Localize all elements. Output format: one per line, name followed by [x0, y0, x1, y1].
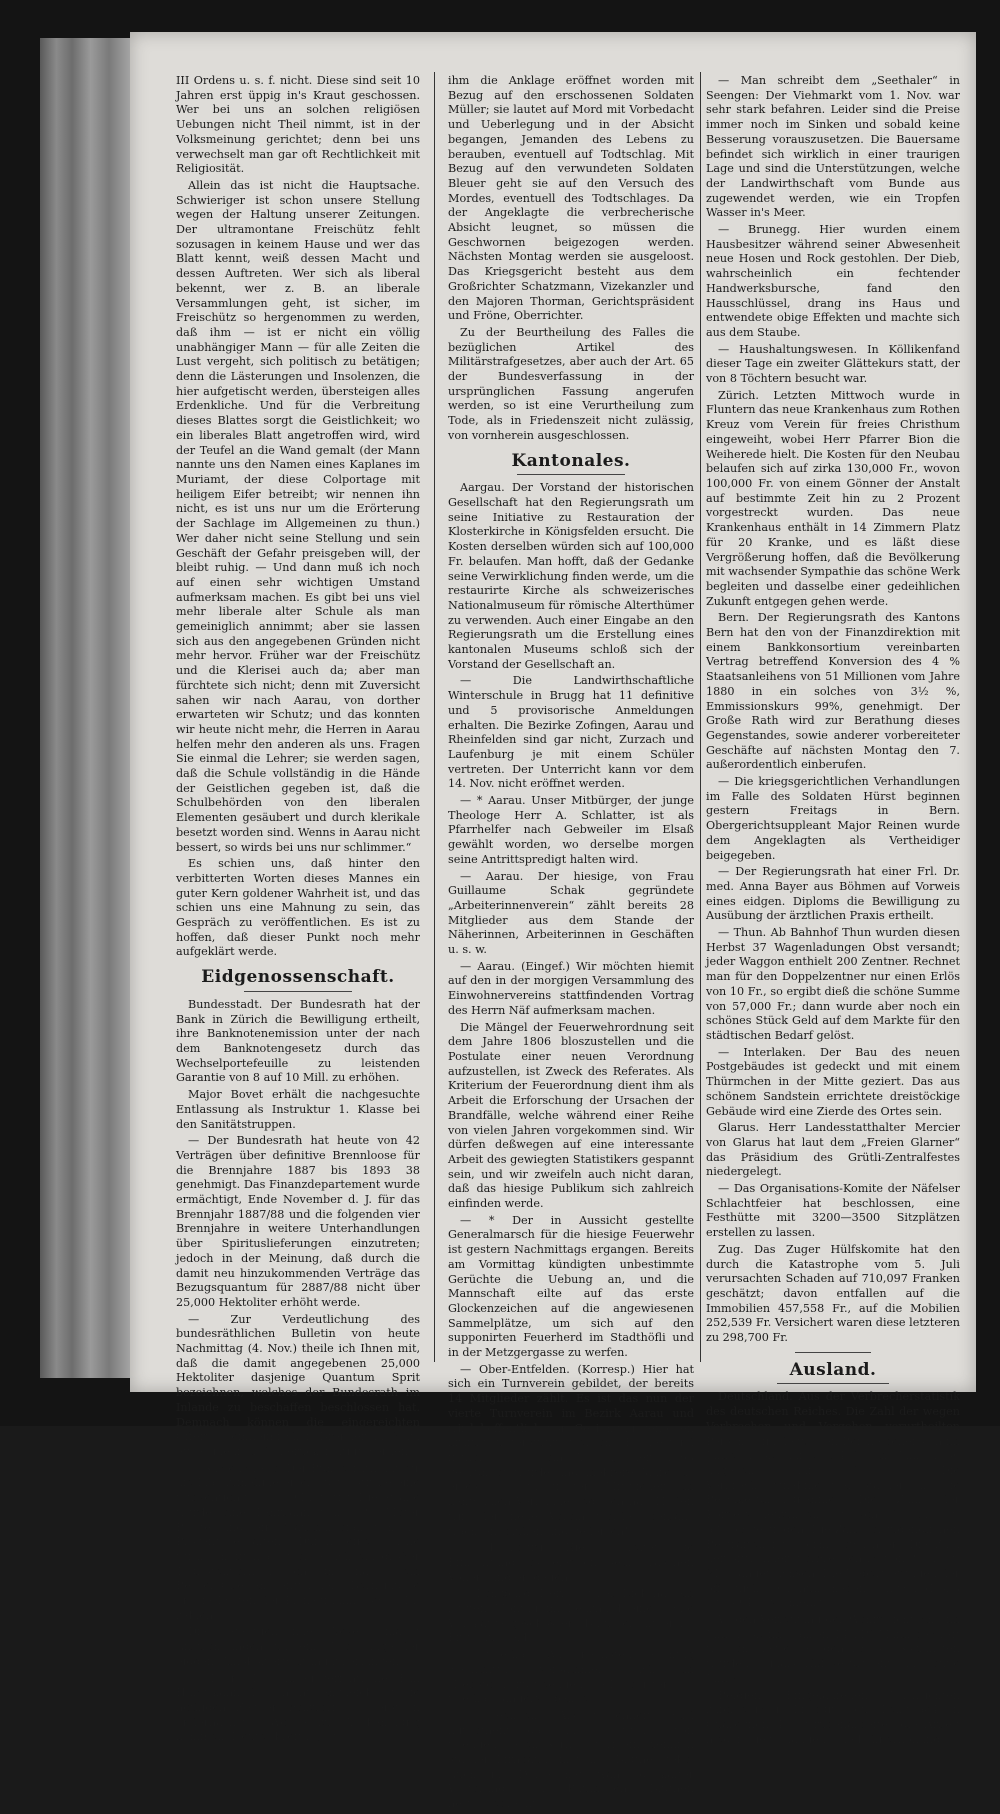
paragraph: Aargau. Der Vorstand der historischen Gesellschaft hat den Regierungsrath um seine Initiative zu Restauration der Klosterkirche in Königsfelden ersucht. Die Kosten derselben würden sich auf 100,000 Fr. belaufen. Man hofft, daß der Gedanke seine Verwirklichung finden werde, um die restaurirte Kirche als schweizerisches Nationalmuseum für römische Alterthümer zu verwenden. Auch einer Eingabe an den Regierungsrath um die Erstellung eines kantonalen Museums schloß sich der Vorstand der Gesellschaft an. — [448, 481, 694, 671]
paragraph: — Das Organisations-Komite der Näfelser Schlachtfeier hat beschlossen, eine Festhütte mit 3200—3500 Sitzplätzen erstellen zu lassen. — [706, 1182, 960, 1240]
section-heading-ausland: Ausland. — [789, 1359, 877, 1380]
paragraph: Belgien. Eingelaufenen Nachrichten zufolge ist in Probuits sous Lenu 584, in Quaregnon 470 Grubenarbeiter die Arbeit nieder; sie verlangen eine Lohnerhöhung. — [706, 1688, 960, 1746]
paragraph: Deutschland. Aus der Verbrecherstatistik des deutschen Reiches. Die Zahl der wegen Verbrechen und Vergehen verurtheilten Personen im deutschen Reiche belief sich im Jahre 1882 auf 329,468, im Jahr 1886 dagegen auf 353,000. Die Verbrecherzunahme war stärker, als die Bevölkerungszunahme. Die Zahl der Körperverletzungen ist von 38,291 auf 53,759 gestiegen. Die Zahl der jugendlichen Bestraften ist enorm gewachsen. Die Zahl der Sittlichkeitsverbrechen ist von 2851 auf 3187 angewachsen. Die Uebertretungen der öffentlichen Ordnung haben sich von 51,623 auf 60,458 vermehrt. — [706, 1390, 960, 1610]
paragraph: — Der Bundesrath hat heute von 42 Verträgen über definitive Brennloose für die Brennjahre 1887 bis 1893 38 genehmigt. Das Finanzdepartement wurde ermächtigt, Ende November d. J. für das Brennjahr 1887/88 und die folgenden vier Brennjahre in weitere Unterhandlungen über Spirituslieferungen einzutreten; jedoch in der Meinung, daß durch die damit neu hinzukommenden Verträge das Bezugsquantum für 2887/88 nicht über 25,000 Hektoliter erhöht werde. — [176, 1134, 420, 1309]
paragraph: — Interlaken. Der Bau des neuen Postgebäudes ist gedeckt und mit einem Thürmchen in der Mitte geziert. Das aus schönem Sandstein errichtete dreistöckige Gebäude wird eine Zierde des Ortes sein. — [706, 1045, 960, 1118]
paragraph: Zug. Das Zuger Hülfskomite hat den durch die Katastrophe vom 5. Juli verursachten Schaden auf 710,097 Franken geschätzt; davon entfallen auf die Immobilien 457,558 Fr., auf die Mobilien 252,539 Fr. Versichert waren diese letzteren zu 298,700 Fr. — [706, 1242, 960, 1345]
paragraph: — Brunegg. Hier wurden einem Hausbesitzer während seiner Abwesenheit neue Hosen und Rock gestohlen. Der Dieb, wahrscheinlich ein fechtender Handwerksbursche, fand den Hausschlüssel, drang ins Haus und entwendete obige Effekten und machte sich aus dem Staube. — [706, 223, 960, 339]
separator-rule — [795, 1352, 871, 1353]
paragraph: — Thun. Ab Bahnhof Thun wurden diesen Herbst 37 Wagenladungen Obst versandt; jeder Waggon enthielt 200 Zentner. Rechnet man für den Doppelzentner nur einen Erlös von 10 Fr., so ergibt dieß die schöne Summe von 57,000 Fr.; dann wurde aber noch ein schönes Stück Geld auf dem Markte für den städtischen Bedarf gelöst. — [706, 926, 960, 1042]
column-1 — [176, 74, 420, 1747]
column-rule — [700, 72, 701, 1362]
paragraph: — Haushaltungswesen. In Köllikenfand dieser Tage ein zweiter Glättekurs statt, der von 8 Töchtern besucht war. — [706, 342, 960, 386]
paragraph: — Bern. Der kriegsgerichtliche Fall Hürst kann, da es nicht ganz leicht ist, die nöthigen Zeugen beizubringen, erst in andernächster Woche zur Verhandlung kommen. Heute (Freitag) ist — [176, 1671, 420, 1744]
paragraph: Die Mängel der Feuerwehrordnung seit dem Jahre 1806 bloszustellen und die Postulate einer neuen Verordnung aufzustellen, ist Zweck des Referates. Als Kriterium der Feuerordnung dient ihm als Arbeit die Erforschung der Ursachen der Brandfälle, welche während einer Reihe von vielen Jahren vorgekommen sind. Wir dürfen deßwegen auf eine interessante Arbeit des gewiegten Statistikers gespannt sein, und wir zweifeln auch nicht daran, daß das hiesige Publikum sich zahlreich einfinden werde. — [448, 1020, 694, 1211]
paragraph: — Lenzburg. Herr Gottlieb Eich hat am letzten Montag im Lenzhard eine große Wildkatze geschossen. Dafür erhält er 20 Fr. Schußgeld. — [448, 1587, 694, 1645]
paragraph: Bern. Der Regierungsrath des Kantons Bern hat den von der Finanzdirektion mit einem Bankkonsortium vereinbarten Vertrag betreffend Konversion des 4 % Staatsanleihens von 51 Millionen vom Jahre 1880 in ein solches von 3½ %, Emmissionskurs 99%, genehmigt. Der Große Rath wird zur Berathung dieses Gegenstandes, sowie anderer vorbereiteter Geschäfte auf nächsten Montag den 7. außerordentlich einberufen. — [706, 611, 960, 772]
paragraph: — Der Regierungsrath hat einer Frl. Dr. med. Anna Bayer aus Böhmen auf Vorweis eines eidgen. Diploms die Bewilligung zu Ausübung der ärztlichen Praxis ertheilt. — [706, 865, 960, 923]
paragraph: — Man schreibt dem „Seethaler“ in Seengen: Der Viehmarkt vom 1. Nov. war sehr stark befahren. Leider sind die Preise immer noch im Sinken und sobald keine Besserung vorauszusetzen. Die Bauersame befindet sich wirklich in einer traurigen Lage und sind die Unterstützungen, welche der Landwirthschaft vom Bunde aus zugewendet werden, wie ein Tropfen Wasser in's Meer. — [706, 74, 960, 220]
paragraph: — Aarau. Der hiesige, von Frau Guillaume Schak gegründete „Arbeiterinnenverein“ zählt bereits 28 Mitglieder aus dem Stande der Näherinnen, Arbeiterinnen in Geschäften u. s. w. — [448, 869, 694, 957]
column-3 — [706, 74, 960, 1749]
paragraph: — Aarau. (Eingef.) Wir möchten hiemit auf den in der morgigen Versammlung des Einwohnervereins stattfindenden Vortrag des Herrn Näf aufmerksam machen. — [448, 959, 694, 1017]
heading-underline — [244, 991, 351, 992]
paragraph: — Zur Verdeutlichung des bundesräthlichen Bulletin von heute Nachmittag (4. Nov.) theile ich Ihnen mit, daß die damit angegebenen 25,000 Hektoliter dasjenige Quantum Sprit bezeichnen, welches der Bundesrath im Inlande zu beschaffen beschlossen hat. Demnach können die eingereichten Offerten einheimischer Brenner bloß zu etwas mehr als ¾ berücksichtigt werden. — [176, 1312, 420, 1458]
paragraph: Es schien uns, daß hinter den verbitterten Worten dieses Mannes ein guter Kern goldener Wahrheit ist, und das schien uns eine Mahnung zu sein, das Gespräch zu veröffentlichen. Es ist zu hoffen, daß dieser Punkt noch mehr aufgeklärt werde. — [176, 857, 420, 959]
section-heading-kantonales: Kantonales. — [511, 450, 631, 471]
paragraph: — Sustenstraße. Der Bundesrath hat für die Planaufnahme einer Sustenstraße eine Subvention von 7000 Fr. votirt. Die Straße würde eine Fahrbahn von 4,20 Meter Breite und ein Maximalgefäll von 10 Prozent erhalten. Durch eine solche Straße hofft man, werde sich ein großer Touristenverkehr von und nach dem Berner Oberland entwickeln. Bern müßte an die Kosten der Planaufnahme 8000 Fr. zahlen. — [176, 1461, 420, 1622]
paragraph: Wegen Verletzung der Wehrpflicht sind im Jahr 1882 im Ganzen 14,119 Mann bestraft worden, heute dagegen 19,580. Sozialisten wurden damals 122 verurtheilt, das letzte Jahr 92. — [706, 1613, 960, 1685]
paragraph: — Seethal. Am nächsten Sonntag Nachmittag versammeln sich im „Rebstock“ zu Seengen die Delegirten des Seethal-Sängerverbandes. — [448, 1648, 694, 1706]
paragraph: Glarus. Herr Landesstatthalter Mercier von Glarus hat laut dem „Freien Glarner“ das Präsidium des Grütli-Zentralfestes niedergelegt. — [706, 1121, 960, 1179]
paragraph: Allein das ist nicht die Hauptsache. Schwieriger ist schon unsere Stellung wegen der Haltung unserer Zeitungen. Der ultramontane Freischütz fehlt sozusagen in keinem Hause und wer das Blatt kennt, weiß dessen Macht und dessen Auftreten. Wer sich als liberal bekennt, wer z. B. an liberale Versammlungen geht, ist sicher, im Freischütz so hergenommen zu werden, daß ihm — ist er nicht ein völlig unabhängiger Mann — für alle Zeiten die Lust vergeht, sich politisch zu betätigen; denn die Lästerungen und Insolenzen, die hier aufgetischt werden, übersteigen alles Erdenkliche. Und für die Verbreitung dieses Blattes sorgt die Geistlichkeit; wo ein liberales Blatt angetroffen wird, wird der Teufel an die Wand gemalt (der Mann nannte uns den Namen eines Kaplanes im Muriamt, der diese Colportage mit heiligem Eifer betreibt; wir nennen ihn nicht, es ist uns nur um die Erörterung der Sachlage im Allgemeinen zu thun.) Wer daher nicht seine Stellung und sein Geschäft der Gefahr preisgeben will, der bleibt ruhig. — Und dann muß ich noch auf einen sehr wichtigen Umstand aufmerksam machen. Es gibt bei uns viel mehr liberale alter Schule als man gemeiniglich annimmt; aber sie lassen sich aus den angegebenen Gründen nicht mehr hervor. Früher war der Freischütz und die Klerisei auch da; aber man fürchtete sich nicht; denn mit Zuversicht sahen wir nach Aarau, von dorther erwarteten wir Schutz; und das konnten wir heute nicht mehr, die Herren in Aarau helfen mehr den anderen als uns. Fragen Sie einmal die Lehrer; sie werden sagen, daß die Schule vollständig in die Hände der Geistlichen gegeben ist, daß die Schulbehörden von den liberalen Elementen gesäubert und durch klerikale besetzt worden sind. Wenns in Aarau nicht bessert, so wirds bei uns nur schlimmer.“ — [176, 178, 420, 854]
paragraph: — Seengen. Als Seltenheit wird mitgetheilt, daß an der Straße von Seengen gegen Sarmenstorf ein ziemlich starker Birnbaum in voller Blüthe stehe. Auch im Dorfe hat während kalter Witterung ein Bäumchen Blüthen hervorgebracht. — [448, 1708, 694, 1811]
paragraph: — Lenzburg. Hier schreitet die Einrichtung des Telephons seiner raschen Vollendung entgegen. — [448, 1541, 694, 1584]
paragraph: Die Stadtgemeinde Vevey macht Anstrengungen, um eine Niederlage der eidgen. Alkoholverwaltung zu erlangen. — [176, 1625, 420, 1668]
paragraph: Bundesstadt. Der Bundesrath hat der Bank in Zürich die Bewilligung ertheilt, ihre Banknotenemission unter der nach dem Banknotengesetz durch das Wechselportefeuille zu leistenden Garantie von 8 auf 10 Mill. zu erhöhen. — [176, 997, 420, 1085]
paragraph: Major Bovet erhält die nachgesuchte Entlassung als Instruktur 1. Klasse bei den Sanitätstruppen. — [176, 1088, 420, 1131]
paragraph: III Ordens u. s. f. nicht. Diese sind seit 10 Jahren erst üppig in's Kraut geschossen. Wer bei uns an solchen religiösen Uebungen nicht Theil nimmt, ist in der Volksmeinung gerichtet; denn bei uns verwechselt man gar oft Rechtlichkeit mit Religiosität. — [176, 74, 420, 176]
heading-underline — [517, 474, 625, 475]
paragraph: Zürich. Letzten Mittwoch wurde in Fluntern das neue Krankenhaus zum Rothen Kreuz vom Verein für freies Christhum eingeweiht, wobei Herr Pfarrer Bion die Weiherede hielt. Die Kosten für den Neubau belaufen sich auf zirka 130,000 Fr., wovon 100,000 Fr. von einem Gönner der Anstalt auf bestimmte Zeit hin zu 2 Prozent vorgestreckt wurden. Das neue Krankenhaus enthält in 14 Zimmern Platz für 20 Kranke, und es läßt diese Vergrößerung hoffen, daß die Bevölkerung mit wachsender Sympathie das schöne Werk begleiten und dasselbe einer gedeihlichen Zukunft entgegen gehen werde. — [706, 388, 960, 608]
paragraph: Zu der Beurtheilung des Falles die bezüglichen Artikel des Militärstrafgesetzes, aber auch der Art. 65 der Bundesverfassung in der ursprünglichen Fassung angerufen werden, so ist eine Verurtheilung zum Tode, als in Friedenszeit nicht zulässig, von vornherein ausgeschlossen. — [448, 325, 694, 442]
newspaper-page — [130, 32, 976, 1811]
column-rule — [434, 72, 435, 1362]
column-2 — [448, 74, 694, 1814]
book-page-edges — [40, 38, 132, 1378]
paragraph: ihm die Anklage eröffnet worden mit Bezug auf den erschossenen Soldaten Müller; sie lautet auf Mord mit Vorbedacht und Ueberlegung und in der Absicht begangen, Jemanden des Lebens zu berauben, eventuell auf Todtschlag. Mit Bezug auf den verwundeten Soldaten Bleuer geht sie auf den Versuch des Mordes, eventuell des Todtschlages. Da der Angeklagte die verbrecherische Absicht leugnet, so müssen die Geschwornen beigezogen werden. Nächsten Montag werden sie ausgeloost. Das Kriegsgericht besteht aus dem Großrichter Schatzmann, Vizekanzler und den Majoren Thorman, Gerichtspräsident und Fröne, Oberrichter. — [448, 74, 694, 323]
paragraph: — * Aarau. Unser Mitbürger, der junge Theologe Herr A. Schlatter, ist als Pfarrhelfer nach Gebweiler im Elsaß gewählt worden, wo derselbe morgen seine Antrittspredigt halten wird. — [448, 794, 694, 866]
paragraph: — Die kriegsgerichtlichen Verhandlungen im Falle des Soldaten Hürst beginnen gestern Freitags in Bern. Obergerichtsuppleant Major Reinen wurde dem Angeklagten als Vertheidiger beigegeben. — [706, 775, 960, 862]
paragraph: — Ober-Entfelden. (Korresp.) Hier hat sich ein Turnverein gebildet, der bereits 14 Mitglieder zählt. Es ist das nun der vierte Turnverein im Bezirk Aarau und wird hoffentlich von Gesinnungsgenossen kräftig unterstützt werden. Es bestand früher schon ein Verein, der 1863 gegründet wurde und mehrere Jahre als eines der tüchtigsten Mitglieder im kantonalen Verbande gegolten hat. Hoffen wir, der neue Verein werde ebenfalls wachsen, blühen und gedeihen! — [448, 1362, 694, 1538]
section-heading-eidgenossenschaft: Eidgenossenschaft. — [201, 967, 395, 988]
heading-underline — [777, 1383, 889, 1384]
paragraph: — Die Landwirthschaftliche Winterschule in Brugg hat 11 definitive und 5 provisorische Anmeldungen erhalten. Die Bezirke Zofingen, Aarau und Rheinfelden sind gar nicht, Zurzach und Laufenburg je mit einem Schüler vertreten. Der Unterricht kann vor dem 14. Nov. nicht eröffnet werden. — [448, 674, 694, 791]
paragraph: — * Der in Aussicht gestellte Generalmarsch für die hiesige Feuerwehr ist gestern Nachmittags ergangen. Bereits am Vormittag kündigten unbestimmte Gerüchte die Uebung an, und die Mannschaft eilte auf das erste Glockenzeichen auf die angewiesenen Sammelplätze, um sich auf den supponirten Feuerherd im Stadthöfli und in der Metzgergasse zu werfen. — [448, 1213, 694, 1360]
